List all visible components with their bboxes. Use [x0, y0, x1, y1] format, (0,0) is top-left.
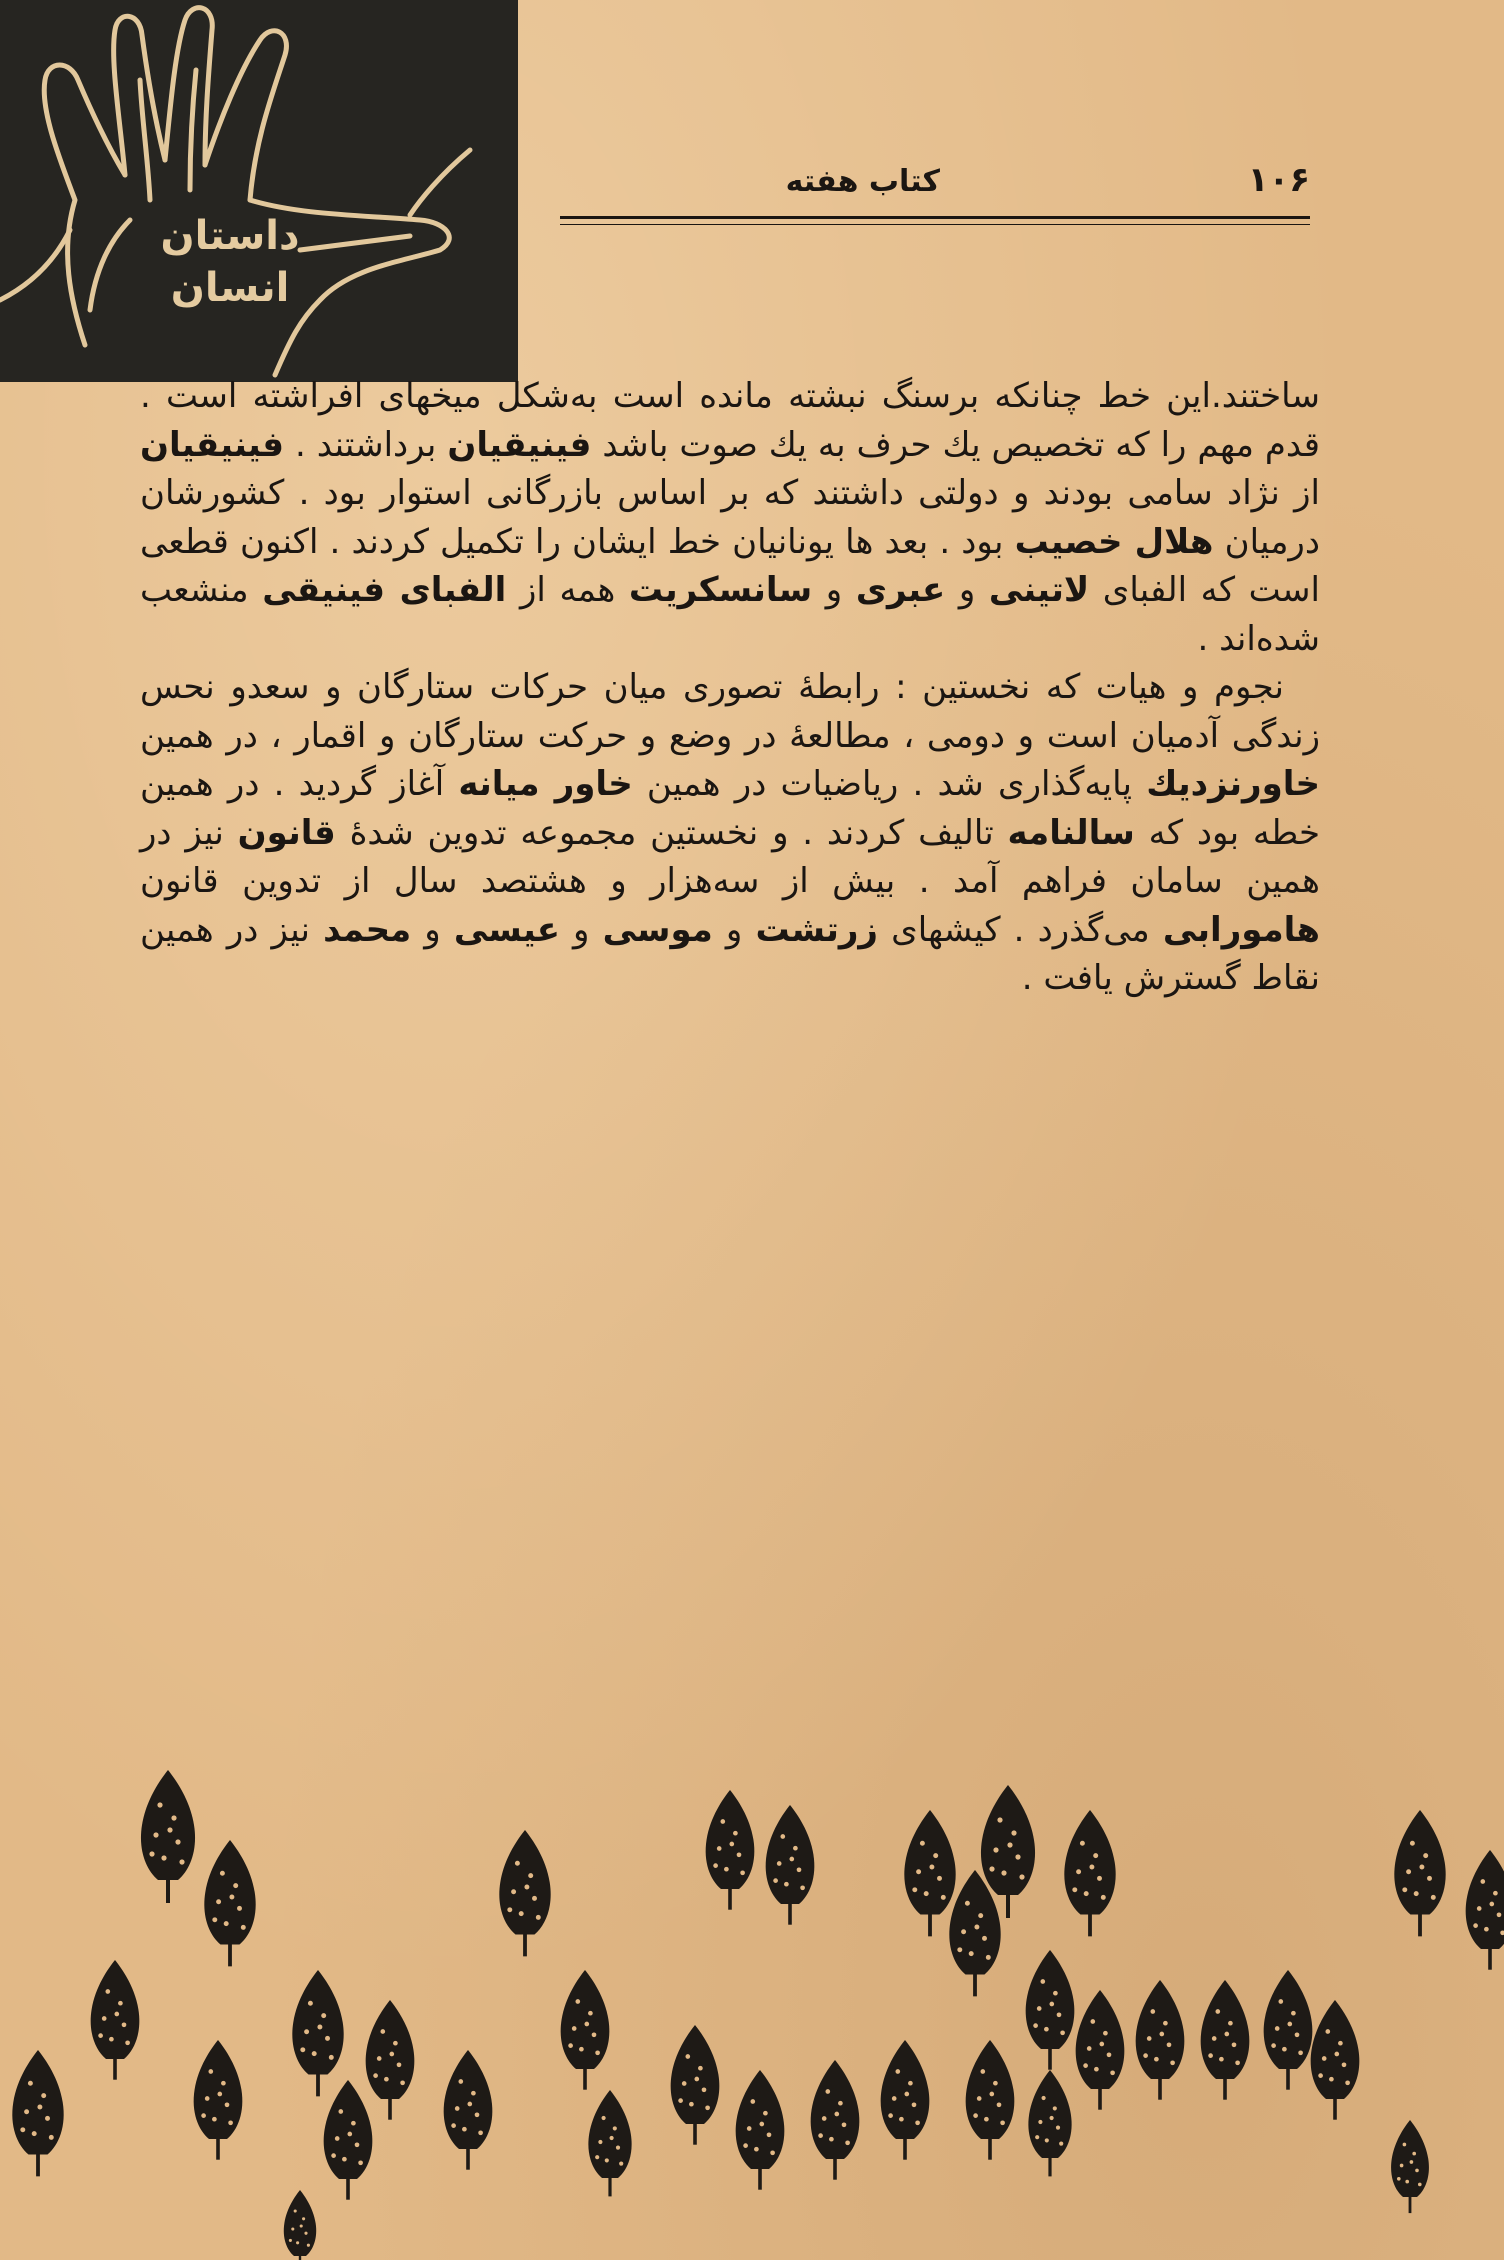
text-run: و	[411, 909, 454, 950]
tree-icon	[204, 1840, 255, 1966]
bold-term: زرتشت	[755, 909, 878, 950]
tree-icon	[588, 2090, 631, 2196]
book-title: کتاب هفته	[785, 164, 940, 199]
tree-icon	[1076, 1990, 1125, 2110]
tree-icon	[1311, 2000, 1360, 2120]
text-run: منشعب شده‌اند .	[140, 570, 1320, 659]
tree-icon	[561, 1970, 610, 2090]
bold-term: سانسکریت	[628, 570, 813, 610]
text-run: همه از	[506, 570, 629, 610]
text-run: نیز در همین نقاط گسترش یافت .	[140, 909, 1320, 998]
tree-icon	[706, 1790, 755, 1910]
article-body	[140, 372, 1320, 1003]
text-run: می‌گذرد . کیشهای	[878, 909, 1163, 950]
tree-icon	[284, 2190, 316, 2260]
header-rule-thin	[560, 224, 1310, 225]
tree-icon	[366, 2000, 415, 2120]
text-run: نجوم و هیات که نخستین : رابطهٔ تصوری میان حرکات ستارگان و سعدو نحس زندگی آدمیان است و دومی ، مطالعهٔ در وضع و حرکت ستارگان و اقمار ، در همین	[140, 667, 1320, 756]
tree-icon	[444, 2050, 493, 2170]
tree-icon	[1264, 1970, 1313, 2090]
tree-icon	[324, 2080, 373, 2200]
tree-icon	[194, 2040, 243, 2160]
trees-illustration	[0, 1770, 1504, 2260]
running-head	[560, 160, 1310, 220]
bold-term: خاور میانه	[458, 764, 633, 804]
page-number: ۱۰۶	[1247, 160, 1310, 200]
tree-icon	[881, 2040, 930, 2160]
text-run: نیز در همین سامان فراهم آمد . بیش از سه‌هزار و هشتصد سال از تدوین قانون	[140, 812, 1320, 901]
bold-term: قانون	[237, 812, 336, 853]
bold-term: هامورابی	[1162, 909, 1320, 950]
logo-block	[0, 0, 518, 382]
bold-term: فینیقیان	[140, 424, 285, 465]
tree-icon	[1028, 2070, 1071, 2176]
bold-term: الفبای فینیقی	[262, 570, 507, 610]
logo-line-1: داستان	[160, 213, 300, 259]
tree-icon	[671, 2025, 720, 2145]
tree-icon	[904, 1810, 955, 1936]
tree-icon	[811, 2060, 860, 2180]
tree-icon	[1136, 1980, 1185, 2100]
tree-icon	[766, 1805, 815, 1925]
tree-icon	[1026, 1950, 1075, 2070]
tree-icon	[141, 1770, 195, 1903]
header-rule	[560, 216, 1310, 219]
text-run: تالیف کردند . و نخستین مجموعه تدوین شدهٔ	[335, 812, 1008, 853]
bold-term: لاتینی	[988, 570, 1090, 610]
paragraph	[140, 663, 1320, 1003]
hand-icon	[0, 0, 518, 382]
text-run: برداشتند .	[284, 424, 448, 465]
text-run: و	[559, 909, 603, 950]
bold-term: خاورنزدیك	[1146, 764, 1320, 804]
bold-term: عیسی	[453, 909, 560, 950]
logo-title	[140, 210, 320, 314]
bold-term: هلال خصیب	[1014, 521, 1214, 562]
bold-term: سالنامه	[1007, 812, 1135, 853]
logo-line-2: انسان	[170, 265, 290, 311]
tree-icon	[1466, 1850, 1504, 1970]
bold-term: عبری	[855, 570, 946, 610]
text-run: ساختند.این خط چنانکه برسنگ نبشته مانده است به‌شکل میخهای افراشته است . قدم مهم را که تخصیص یك حرف به یك صوت باشد	[140, 376, 1320, 465]
tree-icon	[736, 2070, 785, 2190]
text-run: و	[945, 570, 989, 610]
tree-icon	[292, 1970, 343, 2096]
tree-icon	[1201, 1980, 1250, 2100]
text-run: پایه‌گذاری شد . ریاضیات در همین	[632, 764, 1147, 804]
tree-icon	[1064, 1810, 1115, 1936]
bold-term: فینیقیان	[447, 424, 592, 465]
text-run: بود . بعد ها یونانیان خط ایشان را تکمیل کردند . اکنون قطعی است که الفبای	[140, 521, 1320, 610]
text-run: و	[812, 570, 856, 610]
text-run: از نژاد سامی بودند و دولتی داشتند که بر اساس بازرگانی استوار بود . کشورشان درمیان	[140, 473, 1320, 562]
bold-term: محمد	[323, 909, 412, 950]
text-run: و	[712, 909, 756, 950]
tree-icon	[1394, 1810, 1445, 1936]
tree-icon	[1391, 2120, 1429, 2213]
tree-icon	[91, 1960, 140, 2080]
tree-icon	[12, 2050, 63, 2176]
tree-icon	[499, 1830, 550, 1956]
paragraph	[140, 372, 1320, 663]
tree-icon	[966, 2040, 1015, 2160]
bold-term: موسی	[602, 909, 713, 950]
text-run: آغاز گردید . در همین خطه بود که	[140, 764, 1320, 853]
